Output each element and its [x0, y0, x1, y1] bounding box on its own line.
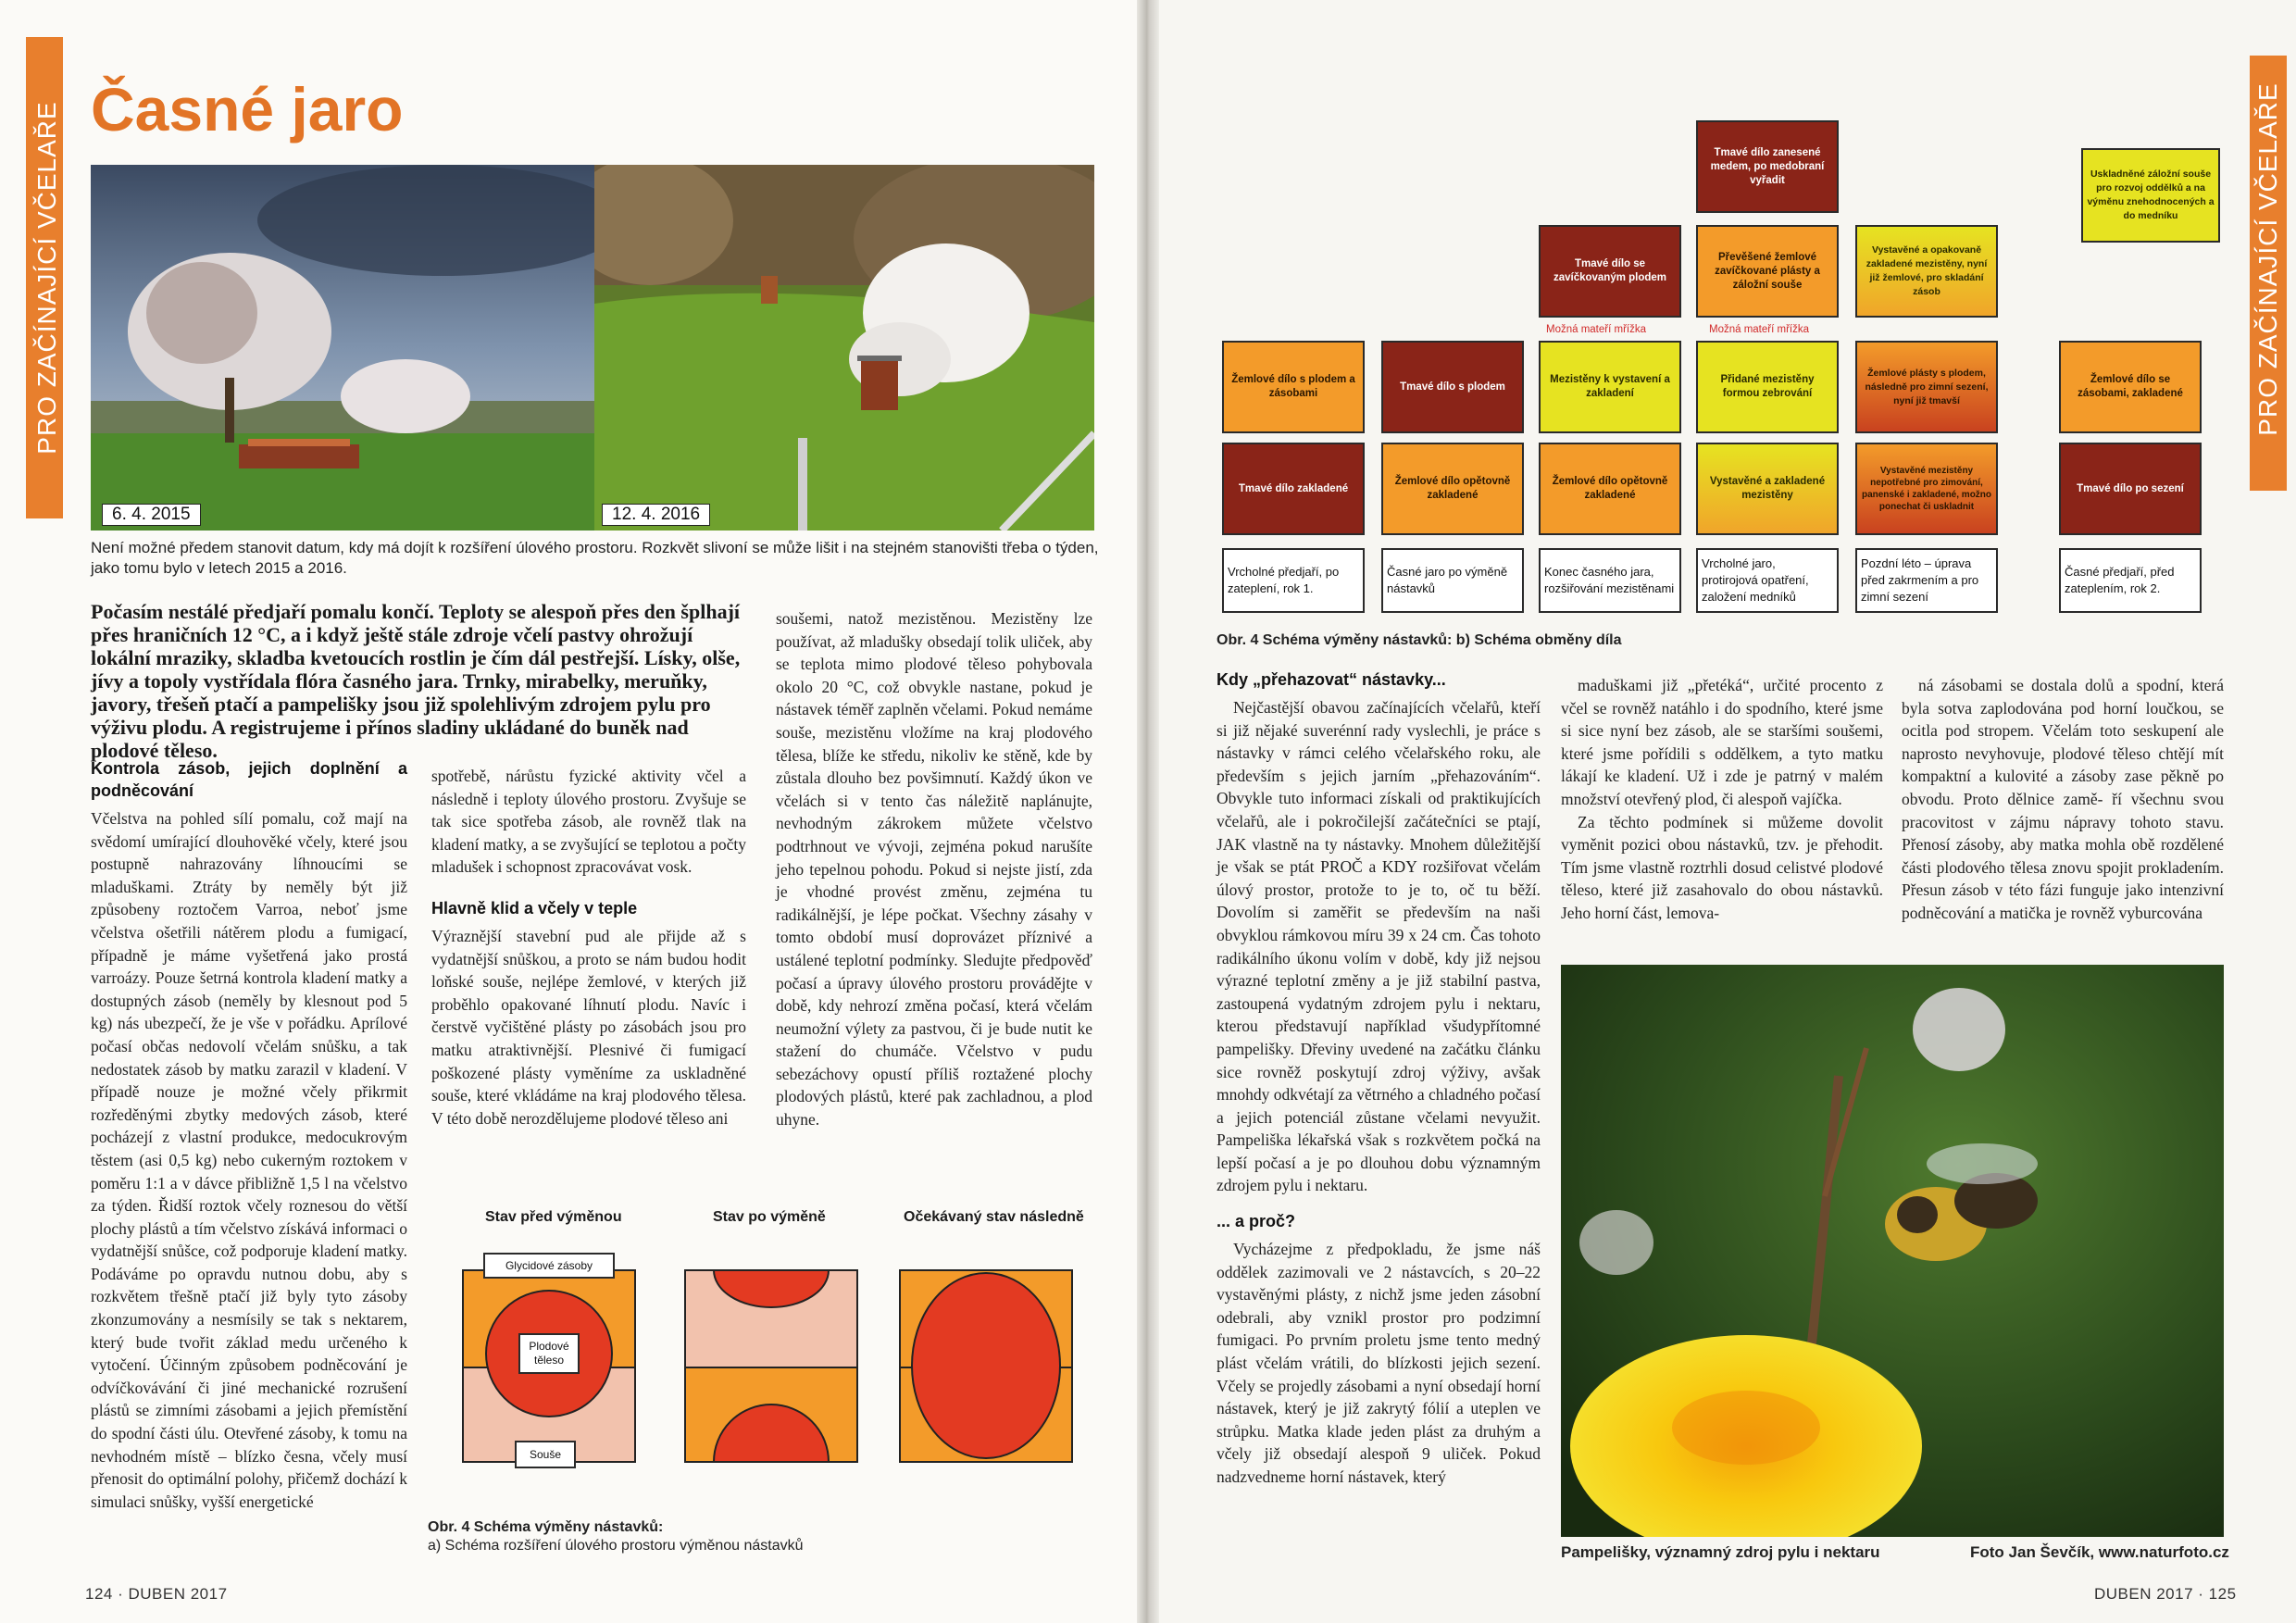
lead-paragraph: Počasím nestálé předjaří pomalu končí. Teploty se alespoň přes den šplhají přes hraničních 12 °C, a i když ještě stále zdroje včelí pastvy ohrožují lokální mraziky, skladba kvetoucích rostlin je čím dál pestřejší. Lísky, olše, jívy a topoly vystřídala flóra časného jara. Trnky, mirabelky, meruňky, javory, třešeň ptačí a pampelišky jsou již spolehlivým zdrojem pylu pro výživu plodu. A registrujeme i přínos sladiny ukládané do buněk nad plodové těleso. — [91, 600, 741, 762]
stage-5: Pozdní léto – úprava před zakrmením a pro zimní sezení — [1855, 548, 1998, 613]
box-top-dark: Tmavé dílo zanesené medem, po medobraní vyřadit — [1696, 120, 1839, 213]
box-r4-c6: Tmavé dílo po sezení — [2059, 443, 2202, 535]
left-column-3 — [776, 607, 1092, 1131]
box-r2-c4: Převěšené žemlové zavíčkované plásty a záložní souše — [1696, 225, 1839, 318]
grid-label-1: Možná mateří mřížka — [1546, 324, 1646, 335]
right-column-3 — [1902, 674, 2224, 925]
bee-dandelion-photo — [1561, 965, 2224, 1537]
diagram-a-header-3: Očekávaný stav následně — [904, 1209, 1084, 1225]
box-r4-c3: Žemlové dílo opětovně zakladené — [1539, 443, 1681, 535]
stage-3: Konec časného jara, rozšiřování mezistěnami — [1539, 548, 1681, 613]
photo-caption: Není možné předem stanovit datum, kdy má dojít k rozšíření úlového prostoru. Rozkvět slivoní se může lišit i na stejném stanovišti třeba o týden, jako tomu bylo v letech 2015 a 2016. — [91, 539, 1099, 577]
text-kontrola-zasob: Včelstva na pohled sílí pomalu, což mají na svědomí umírající dlouhověké včely, které jsou postupně nahrazovány líhnoucími se mladuškami. Ztráty by neměly být již způsobeny roztočem Varroa, neboť jsme včelstva ošetřili nátěrem plodu a fumigací, případně je máme vyšetřená jako prostá varroázy. Pouze šetrná kontrola kladení matky a dostupných zásob (neměly by klesnout pod 5 kg) nás ubezpečí, že je vše v pořádku. Aprílové počasí občas nedovolí včelám snůšku, a tak nedostatek zásob by matku zarazil v kladení. V případě nouze je možné včely přikrmit rozředěnými zbytky medových zásob, které pocházejí z vlastní produkce, medocukrovým těstem (asi 0,5 kg) nebo cukerným roztokem v poměru 1:1 a v dávce přibližně 1,5 l na včelstvo za týden. Řidší roztok včely roznesou do větší plochy plástů a tím včelstvo získává informaci o vydatnější snůšce, což podporuje kladení matky. Podáváme po opravdu nutnou dobu, aby s rozkvětem třešně ptačí již byly tyto zásoby zkonzumovány a nesmísily se tak s nektarem, který bude tvořit základ medu určeného k vytočení. Účinným způsobem podněcování je odvíčkovávání či jiné mechanické rozrušení plástů se zimními zásobami a jejich přemístění do spodní části úlu. Otevřené zásoby, k tomu na nevhodném místě – blízko česna, včely musí přenosit do optimální polohy, přičemž dochází k simulaci snůšky, vyšší energetické — [91, 809, 407, 1511]
heading-kdy-prehazovat: Kdy „přehazovat“ nástavky... — [1217, 670, 1446, 689]
grid-label-2: Možná mateří mřížka — [1709, 324, 1809, 335]
box-r3-c1: Žemlové dílo s plodem a zásobami — [1222, 341, 1365, 433]
orchard-photo-2016 — [594, 165, 1094, 531]
diagram-a-caption: Obr. 4 Schéma výměny nástavků: a) Schéma rozšíření úlového prostoru výměnou nástavků — [428, 1519, 804, 1554]
right-column-1 — [1217, 668, 1541, 1489]
bee-photo-credit: Foto Jan Ševčík, www.naturfoto.cz — [1970, 1543, 2229, 1561]
diagram-b-caption: Obr. 4 Schéma výměny nástavků: b) Schéma obměny díla — [1217, 632, 1622, 648]
right-page — [1159, 0, 2296, 1623]
article-title: Časné jaro — [91, 75, 404, 144]
section-tab-right: PRO ZAČÍNAJÍCÍ VČELAŘE — [2250, 0, 2292, 1623]
box-r2-c5: Vystavěné a opakovaně zakladené mezistěny, nyní již žemlové, pro skladání zásob — [1855, 225, 1998, 318]
box-r4-c4: Vystavěné a zakladené mezistěny — [1696, 443, 1839, 535]
text-kdy-prehazovat: Nejčastější obavou začínajících včelařů, kteří si již nějaké suverénní rady vyslechli, je práce s nástavky v rámci celého včelařského roku, ale především s jejich jarním „přehazováním“. Obvykle tuto informaci získali od praktikujících včelařů, ale i pokročilejší začátečníci se ptají, JAK vlastně na ty nástavky. Mnohem důležitější je však se ptát PROČ a KDY rozšiřovat včelám úlový prostor, protože to je to, oč tu běží. Dovolím si zaměřit se především na naši obvyklou rámkovou míru 39 x 24 cm. Čas tohoto radikálního úkonu volím v době, kdy již nejsou výrazné teplotní změny a je již stabilní pastva, zastoupená vydatným zdrojem pylu i nektaru, kterou představují například všudypřítomné pampelišky. Dřeviny uvedené na začátku článku sice rovněž poskytují zdroj výživy, avšak mnohdy odkvétají za větrného a chladného počasí a jejich potenciál zůstane včelami nevyužit. Pampeliška lékařská však s rozkvětem počká na lepší počasí a je po dlouhou dobu významným zdrojem pylu i nektaru. — [1217, 698, 1541, 1195]
diagram-a-header-1: Stav před výměnou — [485, 1209, 622, 1225]
footer-right: DUBEN 2017 · 125 — [2094, 1585, 2237, 1603]
diagram-a-header-2: Stav po výměně — [713, 1209, 826, 1225]
section-tab-left: PRO ZAČÍNAJÍCÍ VČELAŘE — [26, 0, 69, 1623]
photo-date-2: 12. 4. 2016 — [602, 504, 710, 526]
box-r4-c1: Tmavé dílo zakladené — [1222, 443, 1365, 535]
right-column-2 — [1561, 674, 1883, 925]
heading-kontrola-zasob: Kontrola zásob, jejich doplnění a podněcování — [91, 759, 407, 800]
text-za-techto-podminek: Za těchto podmínek si můžeme dovolit vyměnit pozici obou nástavků, tzv. je přehodit. Tím jsme vlastně roztrhli dosud celistvé plodové těleso, které již zasahovalo do obou nástavků. Jeho horní část, lemova- — [1561, 812, 1883, 922]
label-plodove-teleso: Plodové těleso — [518, 1333, 580, 1374]
text-souse-mezisteny: soušemi, natož mezistěnou. Mezistěny lze používat, až mladušky obsedají tolik uliček, aby se teplota mimo plodové těleso pohybovala okolo 20 °C, což obvykle nastane, pokud je nástavek téměř zaplněn včelami. Pokud nemáme souše, mezistěnu vložíme na kraj plodového tělesa, blíže ke středu, nikoliv ke stěně, kde by zůstala dlouho bez povšimnutí. Každý úkon ve včelách si v tento čas náležitě naplánujte, nevhodným zákrokem můžete včelstvo podtrhnout ve vývoji, zejména pokud narušíte jeho tepelnou pohodu. Pokud si nejste jistí, zda je vhodné provést změnu, zejména tu radikálnější, je lépe počkat. Všechny zásahy v tomto období musí doprovázet příznivé a ustálené teplotní podmínky. Sledujte předpověď počasí a úpravy úlového prostoru provádějte v době, kdy nehrozí změna počasí, která včelám neumožní výlety za pastvou, či je bude nutit ke stažení do chumáče. Včelstvo v pudu sebezáchovy opustí příliš roztažené plochy plodových plástů, které pak zachladnou, a plod uhyne. — [776, 609, 1092, 1130]
box-r4-c5: Vystavěné mezistěny nepotřebné pro zimování, panenské i zakladené, možno ponechat či uskladnit — [1855, 443, 1998, 535]
box-r3-c3: Mezistěny k vystavení a zakladení — [1539, 341, 1681, 433]
stage-6: Časné předjaří, před zateplením, rok 2. — [2059, 548, 2202, 613]
label-glycidove-zasoby: Glycidové zásoby — [483, 1253, 615, 1279]
stage-4: Vrcholné jaro, protirojová opatření, založení medníků — [1696, 548, 1839, 613]
box-r3-c4: Přidané mezistěny formou zebrování — [1696, 341, 1839, 433]
text-a-proc: Vycházejme z předpokladu, že jsme náš oddělek zazimovali ve 2 nástavcích, s 20–22 vystavěnými plásty, z nichž jsme jeden zásobní odebrali, aby vznikl prostor pro podzimní fumigaci. Po prvním proletu jsme tento medný plást včelám vrátili, do blízkosti jejich sezení. Včely se projedly zásobami a nyní obsedají horní nástavek, který je již zakrytý fólií a uteplen ve strůpku. Matka klade jeden plást za druhým a včely již obsedají alespoň 9 uliček. Pokud nadzvedneme horní nástavek, který — [1217, 1240, 1541, 1486]
orchard-photo-2015 — [91, 165, 594, 531]
box-r3-c2: Tmavé dílo s plodem — [1381, 341, 1524, 433]
footer-left: 124 · DUBEN 2017 — [85, 1585, 228, 1603]
photo-date-1: 6. 4. 2015 — [102, 504, 201, 526]
text-maduskami: maduškami již „přetéká“, určité procento z včel se rovněž natáhlo i do spodního, které jsme si sice nyní bez zásob, ale se staršími soušemi, které jsme pořídili s oddělkem, a tyto matku lákají ke kladení. Už i zde je patrný v malém množství otevřený plod, či alespoň vajíčka. — [1561, 676, 1883, 808]
text-zasobami-dolu: ná zásobami se dostala dolů a spodní, která byla sotva zaplodována pod horní loučkou, se ocitla pod stropem. Včelám toto seskupení ale naprosto nevyhovuje, plodové těleso chtějí mít kompaktní a kulovité a zásoby zase pěkně po obvodu. Proto dělnice zamě- ří všechnu svou pracovitost v zájmu nápravy tohoto stavu. Přenosí zásoby, aby matka mohla obě rozdělené části plodového tělesa znovu spojit prokladením. Přesun zásob v této fázi funguje jako intenzivní podněcování a matička je rovněž vyburcována — [1902, 676, 2224, 922]
box-r4-c2: Žemlové dílo opětovně zakladené — [1381, 443, 1524, 535]
box-r3-c5: Žemlové plásty s plodem, následně pro zimní sezení, nyní již tmavší — [1855, 341, 1998, 433]
heading-a-proc: ... a proč? — [1217, 1212, 1296, 1231]
stage-2: Časné jaro po výměně nástavků — [1381, 548, 1524, 613]
left-column-1 — [91, 757, 407, 1513]
stage-1: Vrcholné předjaří, po zateplení, rok 1. — [1222, 548, 1365, 613]
box-r2-c3: Tmavé dílo se zavíčkovaným plodem — [1539, 225, 1681, 318]
text-spotreba: spotřebě, nárůstu fyzické aktivity včel a následně i teploty úlového prostoru. Zvyšuje se tak sice spotřeba zásob, ale rovněž tlak na kladení matky, a se zvyšující se teplotou a počty mladušek i schopnost zpracovávat vosk. — [431, 767, 746, 877]
label-souse: Souše — [515, 1441, 576, 1468]
spine — [1137, 0, 1159, 1623]
text-hlavne-klid: Výraznější stavební pud ale přijde až s vydatnější snůškou, a proto se nám budou hodit loňské souše, nejlépe žemlové, v kterých již proběhlo opakované líhnutí plodu. Navíc i čerstvě vyčištěné plásty po zásobách jsou pro matku atraktivnější. Plesnivé či fumigací poškozené plásty vyměníme za uskladněné souše, které vkládáme na kraj plodového tělesa. V této době nerozdělujeme plodové těleso ani — [431, 926, 746, 1128]
heading-hlavne-klid: Hlavně klid a včely v teple — [431, 898, 638, 918]
box-r3-c6: Žemlové dílo se zásobami, zakladené — [2059, 341, 2202, 433]
left-column-2 — [431, 765, 746, 1130]
box-top-yellow: Uskladněné záložní souše pro rozvoj oddělků a na výměnu znehodnocených a do medníku — [2081, 148, 2220, 243]
bee-photo-caption: Pampelišky, významný zdroj pylu i nektaru — [1561, 1543, 1880, 1561]
